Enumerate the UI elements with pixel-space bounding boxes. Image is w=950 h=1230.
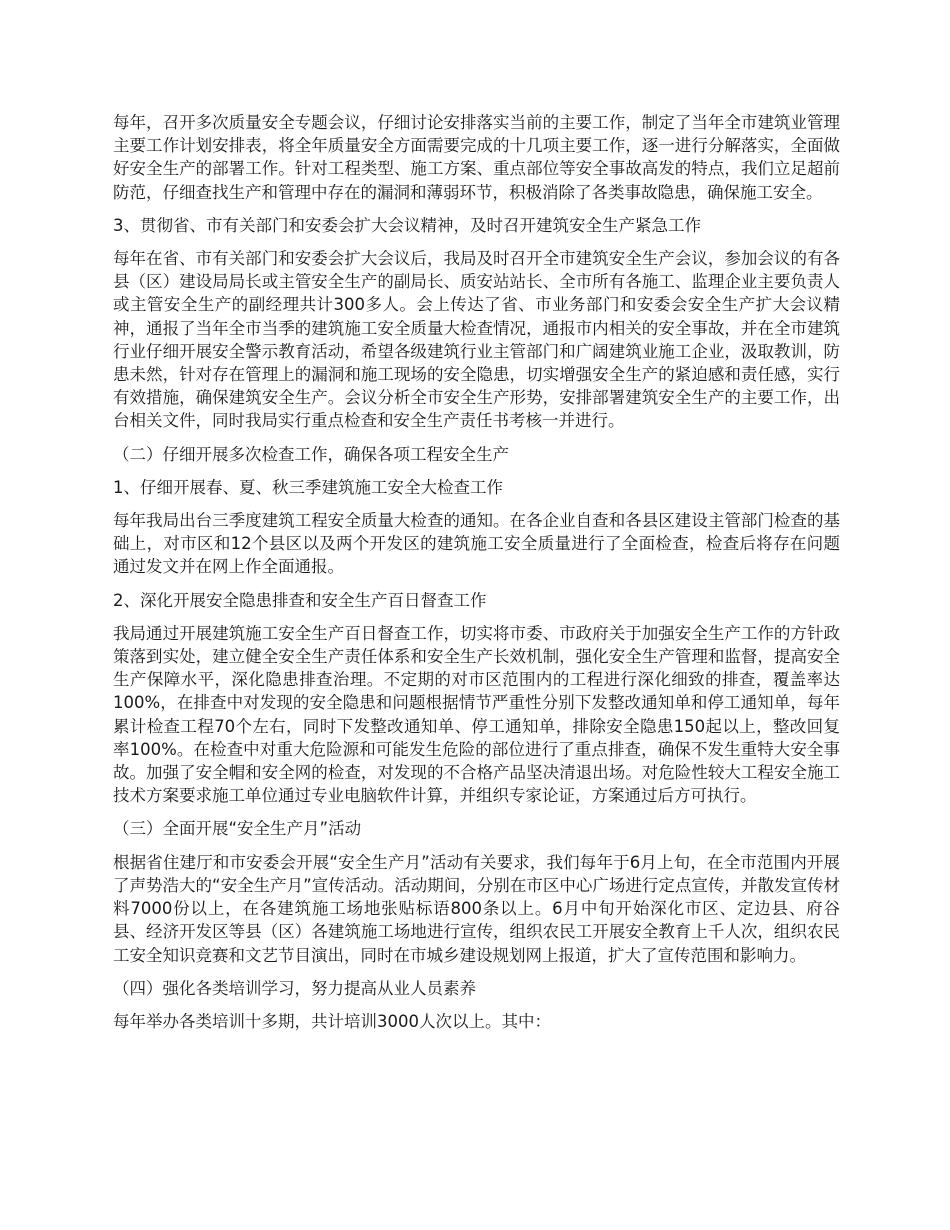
heading-hazard-investigation: 2、深化开展安全隐患排查和安全生产百日督查工作 xyxy=(113,590,487,610)
paragraph-safety-conference: 每年在省、市有关部门和安委会扩大会议后，我局及时召开全市建筑安全生产会议，参加会议的有各县（区）建设局局长或主管安全生产的副局长、质安站站长、全市所有各施工、监理企业主要负责人或主管安全生产的副经理共计300多人。会上传达了省、市业务部门和安委会安全生产扩大会议精神，通报了当年全市当季的建筑施工安全质量大检查情况，通报市内相关的安全事故，并在全市建筑行业仔细开展安全警示教育活动，希望各级建筑行业主管部门和广阔建筑业施工企业，汲取教训，防患未然，针对存在管理上的漏洞和施工现场的安全隐患，切实增强安全生产的紧迫感和责任感，实行有效措施，确保建筑安全生产。会议分析全市安全生产形势，安排部署建筑安全生产的主要工作，出台相关文件，同时我局实行重点检查和安全生产责任书考核一并进行。 xyxy=(113,249,840,431)
paragraph-hazard-investigation: 我局通过开展建筑施工安全生产百日督查工作，切实将市委、市政府关于加强安全生产工作的方针政策落到实处，建立健全安全生产责任体系和安全生产长效机制，强化安全生产管理和监督，提高安全生产保障水平，深化隐患排查治理。不定期的对市区范围内的工程进行深化细致的排查，覆盖率达100%，在排查中对发现的安全隐患和问题根据情节严重性分别下发整改通知单和停工通知单，每年累计检查工程70个左右，同时下发整改通知单、停工通知单，排除安全隐患150起以上，整改回复率100%。在检查中对重大危险源和可能发生危险的部位进行了重点排查，确保不发生重特大安全事故。加强了安全帽和安全网的检查，对发现的不合格产品坚决清退出场。对危险性较大工程安全施工技术方案要求施工单位通过专业电脑软件计算，并组织专家论证，方案通过后方可执行。 xyxy=(113,623,840,806)
heading-emergency-meeting: 3、贯彻省、市有关部门和安委会扩大会议精神，及时召开建筑安全生产紧急工作 xyxy=(113,215,701,235)
paragraph-seasonal-inspection: 每年我局出台三季度建筑工程安全质量大检查的通知。在各企业自查和各县区建设主管部门检查的基础上，对市区和12个县区以及两个开发区的建筑施工安全质量进行了全面检查，检查后将存在问题通过发文并在网上作全面通报。 xyxy=(113,511,840,577)
heading-seasonal-inspection: 1、仔细开展春、夏、秋三季建筑施工安全大检查工作 xyxy=(113,477,503,497)
document-page xyxy=(113,111,840,1043)
section-heading-safety-month: （三）全面开展“安全生产月”活动 xyxy=(113,819,362,839)
paragraph-meeting-deployment: 每年，召开多次质量安全专题会议，仔细讨论安排落实当前的主要工作，制定了当年全市建筑业管理主要工作计划安排表，将全年质量安全方面需要完成的十几项主要工作，逐一进行分解落实，全面做好安全生产的部署工作。针对工程类型、施工方案、重点部位等安全事故高发的特点，我们立足超前防范，仔细查找生产和管理中存在的漏洞和薄弱环节，积极消除了各类事故隐患，确保施工安全。 xyxy=(113,113,840,202)
section-heading-inspections: （二）仔细开展多次检查工作，确保各项工程安全生产 xyxy=(113,444,509,464)
paragraph-training: 每年举办各类培训十多期，共计培训3000人次以上。其中： xyxy=(113,1011,551,1031)
section-heading-training: （四）强化各类培训学习，努力提高从业人员素养 xyxy=(113,978,476,998)
paragraph-safety-month: 根据省住建厅和市安委会开展“安全生产月”活动有关要求，我们每年于6月上旬，在全市范围内开展了声势浩大的“安全生产月”宣传活动。活动期间，分别在市区中心广场进行定点宣传，并散发宣传材料7000份以上，在各建筑施工场地张贴标语800条以上。6月中旬开始深化市区、定边县、府谷县、经济开发区等县（区）各建筑施工场地进行宣传，组织农民工开展安全教育上千人次，组织农民工安全知识竞赛和文艺节目演出，同时在市城乡建设规划网上报道，扩大了宣传范围和影响力。 xyxy=(113,852,840,965)
